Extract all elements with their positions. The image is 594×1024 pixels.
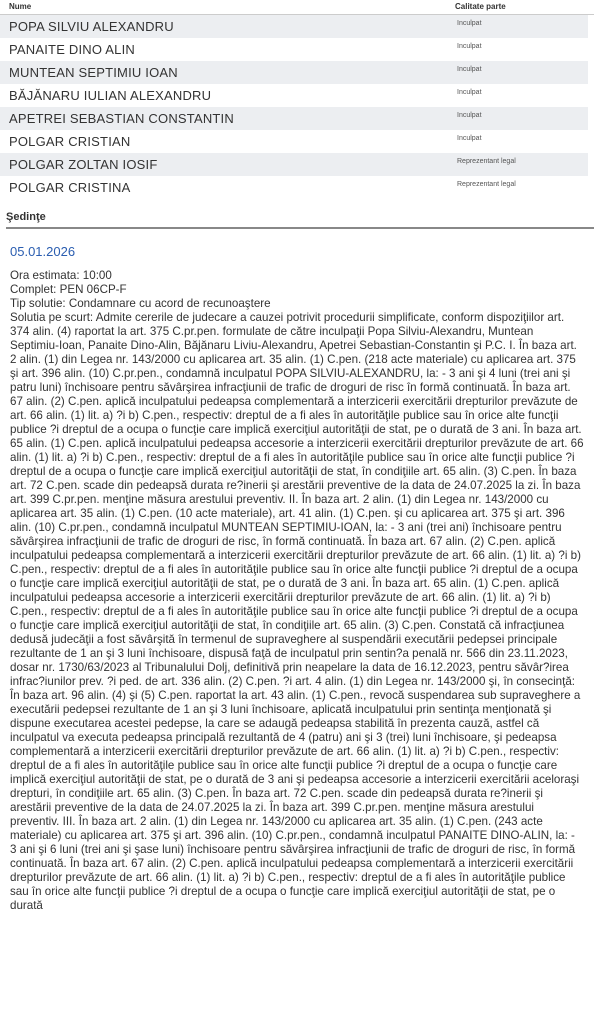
party-role: Inculpat: [457, 89, 482, 96]
parties-list: [0, 15, 588, 199]
table-row: [0, 130, 588, 153]
hearing-entry: [0, 229, 594, 913]
party-role: Inculpat: [457, 112, 482, 119]
table-row: [0, 61, 588, 84]
party-name: POPA SILVIU ALEXANDRU: [9, 19, 174, 34]
hearing-solution-type: Tip solutie: Condamnare cu acord de recunoaştere: [10, 297, 271, 310]
hearing-date-link[interactable]: 05.01.2026: [10, 244, 76, 259]
hearing-time: Ora estimata: 10:00: [10, 269, 112, 282]
column-header-role: Calitate parte: [455, 2, 506, 11]
party-role: Inculpat: [457, 43, 482, 50]
table-row: [0, 107, 588, 130]
table-row: [0, 15, 588, 38]
party-role: Inculpat: [457, 135, 482, 142]
section-title-hearings: Şedinţe: [6, 211, 594, 229]
hearing-solution-summary: Solutia pe scurt: Admite cererile de judecare a cauzei potrivit procedurii simplificate, conform dispoziţiilor art. 374 alin. (4) raportat la art. 375 C.pr.pen. formulate de către inculpaţii Popa Silviu-Alexandru, Muntean Septimiu-Ioan, Panaite Dino-Alin, Băjănaru Liviu-Alexandru, Apetrei Sebastian-Constantin şi P.C. I. În baza art. 2 alin. (1) din Legea nr. 143/2000 cu aplicarea art. 35 alin. (1) C.pen. (218 acte materiale) cu aplicarea art. 375 şi art. 396 alin. (10) C.pr.pen., condamnă inculpatul POPA SILVIU-ALEXANDRU, la: - 3 ani şi 4 luni (trei ani şi patru luni) închisoare pentru săvârşirea infracţiunii de trafic de droguri de risc în formă continuată. În baza art. 67 alin. (2) C.pen. aplică inculpatului pedeapsa complementară a interzicerii exercitării drepturilor prevăzute de art. 66 alin. (1) lit. a) ?i b) C.pen., respectiv: dreptul de a fi ales în autorităţile publice sau în orice alte funcţii publice ?i dreptul de a ocupa o funcţie care implică exerciţiul autorităţii de stat, pe o durată de 3 ani. În baza art. 65 alin. (1) C.pen. aplică inculpatului pedeapsa accesorie a interzicerii exercitării drepturilor prevăzute de art. 66 alin. (1) lit. a) ?i b) C.pen., respectiv: dreptul de a fi ales în autorităţile publice sau în orice alte funcţii publice ?i dreptul de a ocupa o funcţie care implică exerciţiul autorităţii de stat, în condiţiile art. 65 alin. (3) C.pen. În baza art. 72 C.pen. scade din pedeapsă durata re?inerii şi arestării preventive de la data de 24.07.2025 la zi. În baza art. 399 C.pr.pen. menţine măsura arestului preventiv. II. În baza art. 2 alin. (1) din Legea nr. 143/2000 cu aplicarea art. 35 alin. (1) C.pen. (10 acte materiale), art. 41 alin. (1) C.pen. şi cu aplicarea art. 375 şi art. 396 alin. (10) C.pr.pen., condamnă inculpatul MUNTEAN SEPTIMIU-IOAN, la: - 3 ani (trei ani) închisoare pentru săvârşirea infracţiunii de trafic de droguri de risc, în formă continuată. În baza art. 67 alin. (2) C.pen. aplică inculpatului pedeapsa complementară a interzicerii exercitării drepturilor prevăzute de art. 66 alin. (1) lit. a) ?i b) C.pen., respectiv: dreptul de a fi ales în autorităţile publice sau în orice alte funcţii publice ?i dreptul de a ocupa o funcţie care implică exerciţiul autorităţii de stat, pe o durată de 3 ani. În baza art. 65 alin. (1) C.pen. aplică inculpatului pedeapsa accesorie a interzicerii exercitării drepturilor prevăzute de art. 66 alin. (1) lit. a) ?i b) C.pen., respectiv: dreptul de a fi ales în autorităţile publice sau în orice alte funcţii publice ?i dreptul de a ocupa o funcţie care implică exerciţiul autorităţii de stat, în condiţiile art. 65 alin. (3) C.pen. Constată că infracţiunea dedusă judecăţii a fost săvârşită în termenul de supraveghere al suspendării executării pedepsei principale rezultante de 1 an şi 3 luni închisoare, dispusă faţă de inculpatul prin sentin?a penală nr. 566 din 23.11.2023, dosar nr. 1730/63/2023 al Tribunalului Dolj, definitivă prin neapelare la data de 16.12.2023, pentru săvâr?irea infrac?iunilor prev. ?i ped. de art. 336 alin. (2) C.pen. ?i art. 4 alin. (1) din Legea nr. 143/2000 şi, în consecinţă: În baza art. 96 alin. (4) şi (5) C.pen. raportat la art. 43 alin. (1) C.pen., revocă suspendarea sub supraveghere a executării pedepsei rezultante de 1 an şi 3 luni închisoare, aplicată inculpatului prin sentinţa menţionată şi dispune executarea acestei pedepse, la care se adaugă pedeapsa stabilită în prezenta cauză, astfel că inculpatul va executa pedeapsa principală rezultantă de 4 (patru) ani şi 3 (trei) luni închisoare, şi pedeapsa complementară a interzicerii exercitării drepturilor prevăzute de art. 66 alin. (1) lit. a) ?i b) C.pen., respectiv: dreptul de a fi ales în autorităţile publice sau în orice alte funcţii publice ?i dreptul de a ocupa o funcţie care implică exerciţiul autorităţii de stat, pe o durată de 3 ani şi pedeapsa accesorie a interzicerii exercitării aceloraşi drepturi, în condiţiile art. 65 alin. (3) C.pen. În baza art. 72 C.pen. scade din pedeapsă durata re?inerii şi arestării preventive de la data de 24.07.2025 la zi. În baza art. 399 C.pr.pen. menţine măsura arestului preventiv. III. În baza art. 2 alin. (1) din Legea nr. 143/2000 cu aplicarea art. 35 alin. (1) C.pen. (243 acte materiale) cu aplicarea art. 375 şi art. 396 alin. (10) C.pr.pen., condamnă inculpatul PANAITE DINO-ALIN, la: - 3 ani şi 6 luni (trei ani şi şase luni) închisoare pentru săvârşirea infracţiunii de trafic de droguri de risc, în formă continuată. În baza art. 67 alin. (2) C.pen. aplică inculpatului pedeapsa complementară a interzicerii exercitării drepturilor prevăzute de art. 66 alin. (1) lit. a) ?i b) C.pen., respectiv: dreptul de a fi ales în autorităţile publice sau în orice alte funcţii publice ?i dreptul de a ocupa o funcţie care implică exerciţiul autorităţii de stat, pe o durată: [10, 311, 584, 912]
table-row: [0, 176, 588, 199]
column-header-name: Nume: [9, 2, 32, 11]
hearing-panel: Complet: PEN 06CP-F: [10, 283, 127, 296]
party-name: MUNTEAN SEPTIMIU IOAN: [9, 65, 178, 80]
party-role: Reprezentant legal: [457, 181, 516, 188]
party-name: POLGAR CRISTINA: [9, 180, 131, 195]
party-role: Inculpat: [457, 20, 482, 27]
table-row: [0, 38, 588, 61]
table-header: [0, 0, 594, 15]
party-name: APETREI SEBASTIAN CONSTANTIN: [9, 111, 234, 126]
party-role: Inculpat: [457, 66, 482, 73]
parties-table: [0, 0, 594, 199]
party-name: POLGAR ZOLTAN IOSIF: [9, 157, 158, 172]
party-role: Reprezentant legal: [457, 158, 516, 165]
party-name: PANAITE DINO ALIN: [9, 42, 135, 57]
table-row: [0, 84, 588, 107]
table-row: [0, 153, 588, 176]
party-name: BĂJĂNARU IULIAN ALEXANDRU: [9, 88, 212, 103]
party-name: POLGAR CRISTIAN: [9, 134, 131, 149]
